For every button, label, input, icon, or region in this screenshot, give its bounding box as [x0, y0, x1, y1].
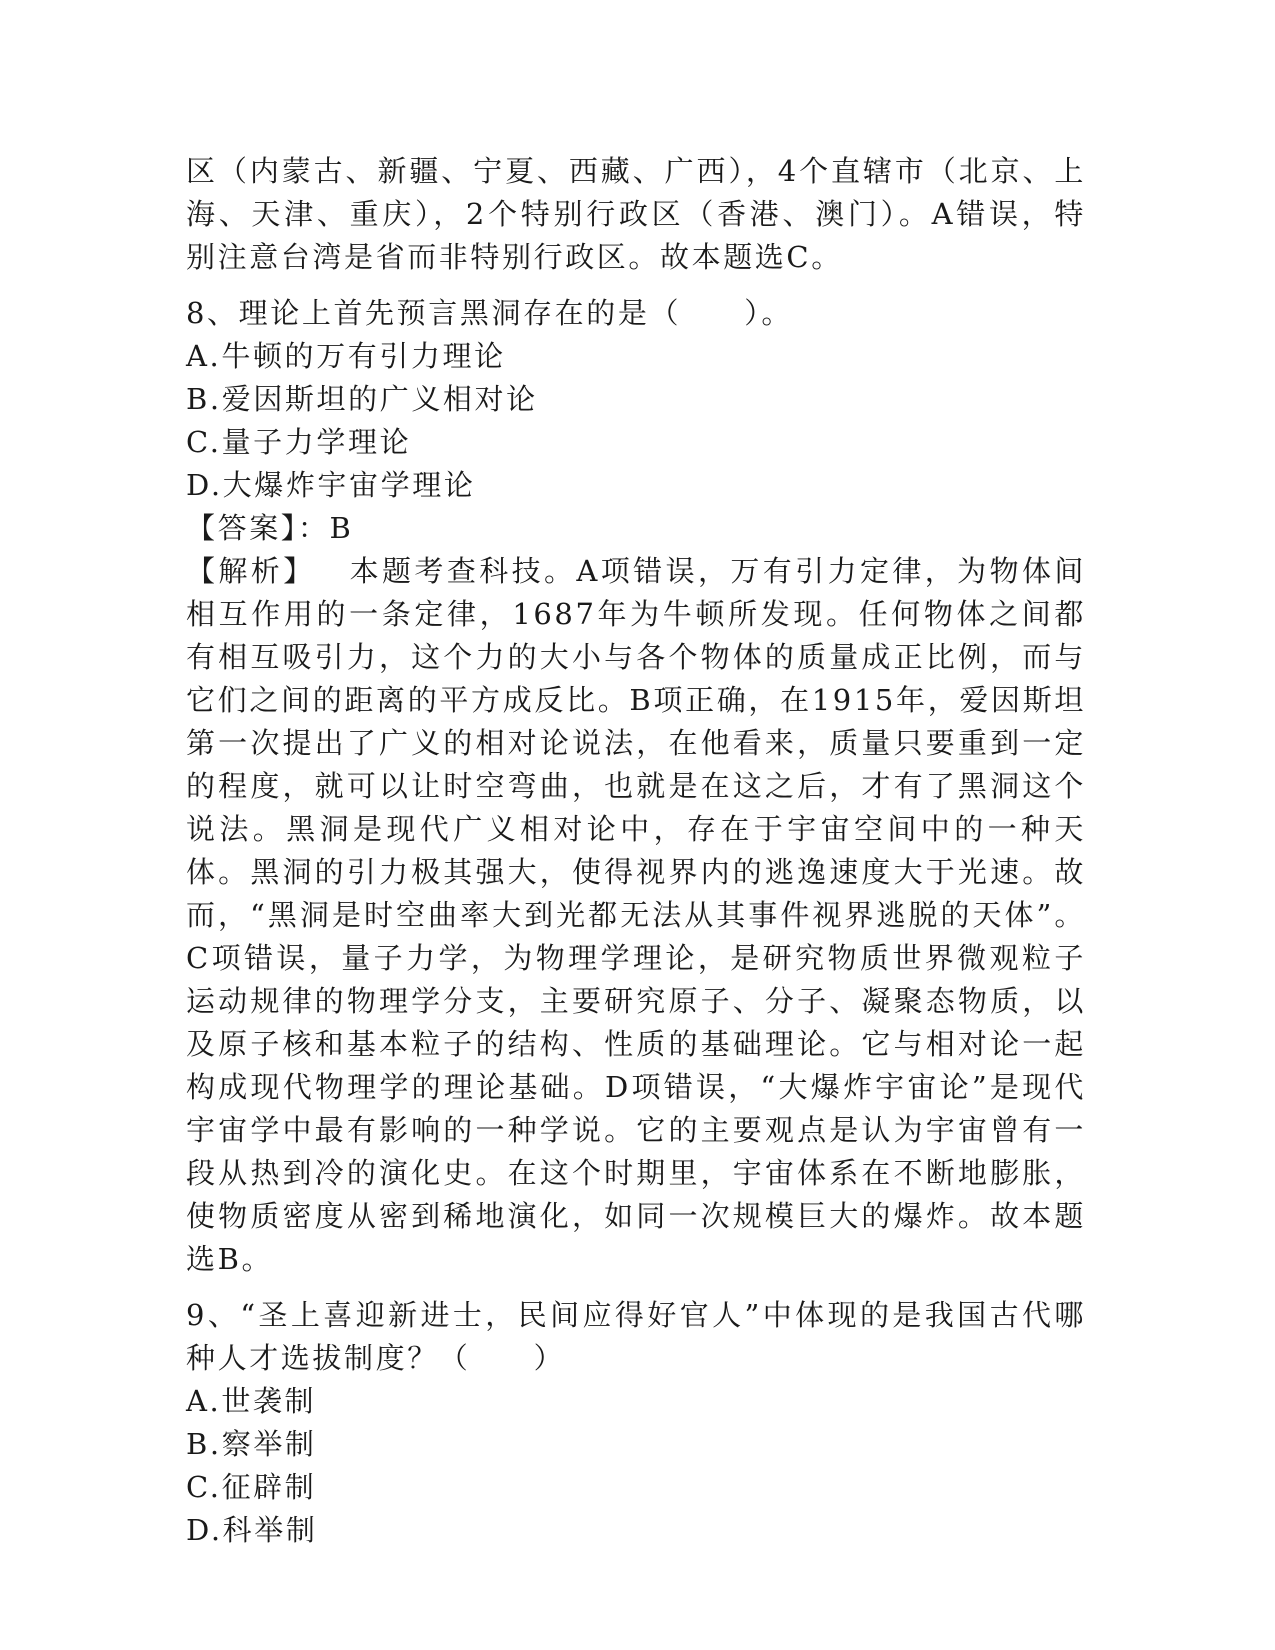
q9-option-d: D.科举制: [186, 1513, 318, 1547]
q8-option-a: A.牛顿的万有引力理论: [186, 339, 506, 373]
q8-analysis: [186, 550, 1086, 1281]
q9-stem: 9、“圣上喜迎新进士，民间应得好官人”中体现的是我国古代哪种人才选拔制度？（ ）: [186, 1298, 1086, 1375]
q8-option-d: D.大爆炸宇宙学理论: [186, 468, 476, 502]
q8-option-c: C.量子力学理论: [186, 425, 412, 459]
q9-option-b: B.察举制: [186, 1427, 317, 1461]
q8-answer: [186, 507, 1086, 550]
q7-explanation-continuation: 区（内蒙古、新疆、宁夏、西藏、广西），4个直辖市（北京、上海、天津、重庆），2个特别行政区（香港、澳门）。A错误，特别注意台湾是省而非特别行政区。故本题选C。: [186, 154, 1086, 274]
q8-analysis-label: 【解析】: [186, 554, 316, 588]
q8-analysis-text: 本题考查科技。A项错误，万有引力定律，为物体间相互作用的一条定律，1687年为牛顿所发现。任何物体之间都有相互吸引力，这个力的大小与各个物体的质量成正比例，而与它们之间的距离的平方成反比。B项正确，在1915年，爱因斯坦第一次提出了广义的相对论说法，在他看来，质量只要重到一定的程度，就可以让时空弯曲，也就是在这之后，才有了黑洞这个说法。黑洞是现代广义相对论中，存在于宇宙空间中的一种天体。黑洞的引力极其强大，使得视界内的逃逸速度大于光速。故而，“黑洞是时空曲率大到光都无法从其事件视界逃脱的天体”。C项错误，量子力学，为物理学理论，是研究物质世界微观粒子运动规律的物理学分支，主要研究原子、分子、凝聚态物质，以及原子核和基本粒子的结构、性质的基础理论。它与相对论一起构成现代物理学的理论基础。D项错误，“大爆炸宇宙论”是现代宇宙学中最有影响的一种学说。它的主要观点是认为宇宙曾有一段从热到冷的演化史。在这个时期里，宇宙体系在不断地膨胀，使物质密度从密到稀地演化，如同一次规模巨大的爆炸。故本题选B。: [186, 554, 1086, 1276]
q9-option-c: C.征辟制: [186, 1470, 317, 1504]
q8-option-b: B.爱因斯坦的广义相对论: [186, 382, 538, 416]
document-page: [186, 150, 1086, 1552]
q9-option-a: A.世袭制: [186, 1384, 317, 1418]
q8-answer-value: ：B: [297, 511, 354, 545]
question-9: [186, 1294, 1086, 1552]
q8-stem: 8、理论上首先预言黑洞存在的是（ ）。: [186, 296, 793, 330]
question-8: [186, 292, 1086, 1281]
q8-answer-label: 【答案】: [186, 511, 298, 545]
